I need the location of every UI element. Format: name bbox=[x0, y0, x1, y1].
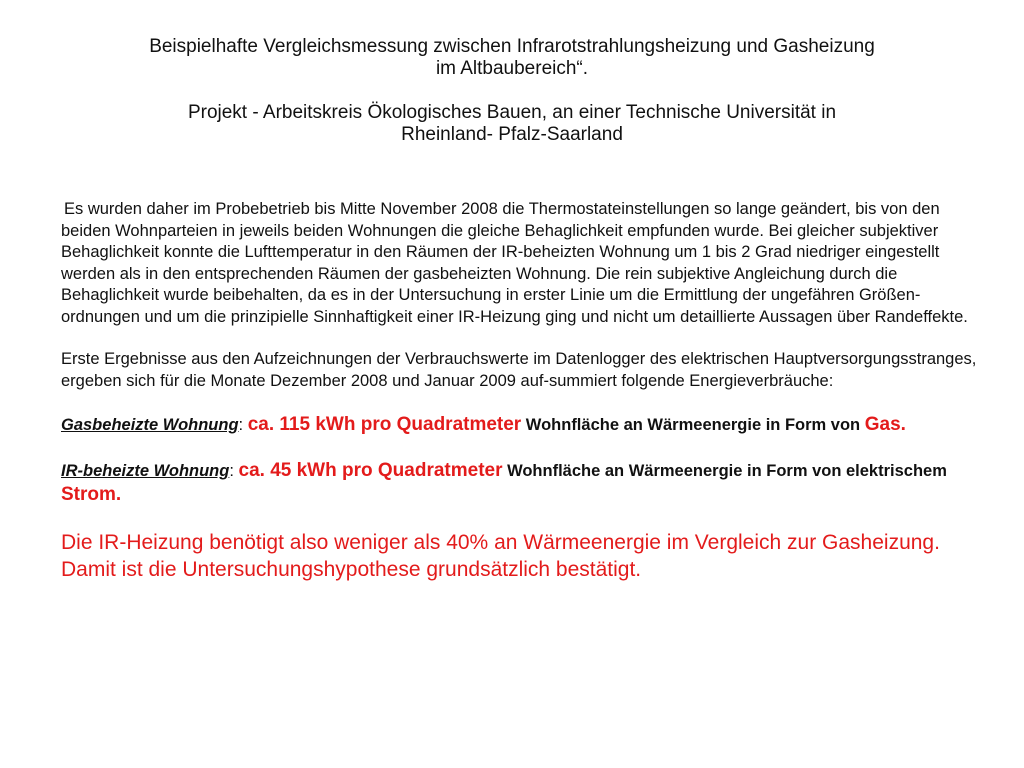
spacer bbox=[61, 392, 991, 413]
title-line-2: im Altbaubereich“. bbox=[435, 58, 589, 79]
spacer bbox=[61, 507, 991, 529]
body-paragraph-2: Erste Ergebnisse aus den Aufzeichnungen der Verbrauchswerte im Datenlogger des elektrischen Hauptversorgungsstranges, ergeben sich für die Monate Dezember 2008 und Januar 2009 auf-summiert folgende Energieverbräuche: bbox=[61, 350, 977, 390]
result-gas-colon: : bbox=[238, 416, 248, 434]
body-paragraph-1: Es wurden daher im Probebetrieb bis Mitte November 2008 die Thermostateinstellungen so lange geändert, bis von den beiden Wohnparteien in jeweils beiden Wohnungen die gleiche Behaglichkeit empfunden wurde. Bei gleicher subjektiver Behaglichkeit konnte die Lufttemperatur in den Räumen der IR-beheizten Wohnung um 1 bis 2 Grad niedriger eingestellt werden als in den entsprechenden Räumen der gasbeheizten Wohnung. Die rein subjektive Angleichung durch die Behaglichkeit wurde beibehalten, da es in der Untersuchung in erster Linie um die Ermittlung der ungefähren Größen-ordnungen und um die prinzipielle Sinnhaftigkeit einer IR-Heizung ging und nicht um detaillierte Aussagen über Randeffekte. bbox=[61, 200, 968, 326]
result-gas-amount: ca. 115 kWh pro Quadratmeter bbox=[247, 414, 522, 435]
title-line-3: Projekt - Arbeitskreis Ökologisches Bauen, an einer Technische Universität in bbox=[187, 102, 837, 123]
spacer bbox=[61, 437, 991, 459]
result-ir-colon: : bbox=[229, 462, 239, 480]
result-gas-label: Gasbeheizte Wohnung bbox=[61, 416, 239, 434]
slide-title bbox=[60, 36, 964, 146]
conclusion-text: Die IR-Heizung benötigt also weniger als 40% an Wärmeenergie im Vergleich zur Gasheizung. Damit ist die Untersuchungshypothese grundsätzlich bestätigt. bbox=[61, 531, 940, 581]
result-ir-energy: Strom. bbox=[61, 484, 122, 505]
spacer bbox=[61, 328, 991, 349]
title-gap bbox=[60, 80, 964, 102]
slide-body bbox=[61, 199, 991, 583]
title-line-4: Rheinland- Pfalz-Saarland bbox=[401, 124, 623, 145]
result-gas bbox=[61, 413, 991, 437]
result-ir-label: IR-beheizte Wohnung bbox=[61, 462, 230, 480]
result-gas-description: Wohnfläche an Wärmeenergie in Form von bbox=[521, 416, 865, 434]
result-ir-description: Wohnfläche an Wärmeenergie in Form von elektrischem bbox=[502, 462, 947, 480]
result-ir bbox=[61, 459, 991, 507]
result-ir-amount: ca. 45 kWh pro Quadratmeter bbox=[238, 460, 503, 481]
result-gas-energy: Gas. bbox=[864, 414, 906, 435]
title-line-1: Beispielhafte Vergleichsmessung zwischen Infrarotstrahlungsheizung und Gasheizung bbox=[149, 36, 875, 57]
